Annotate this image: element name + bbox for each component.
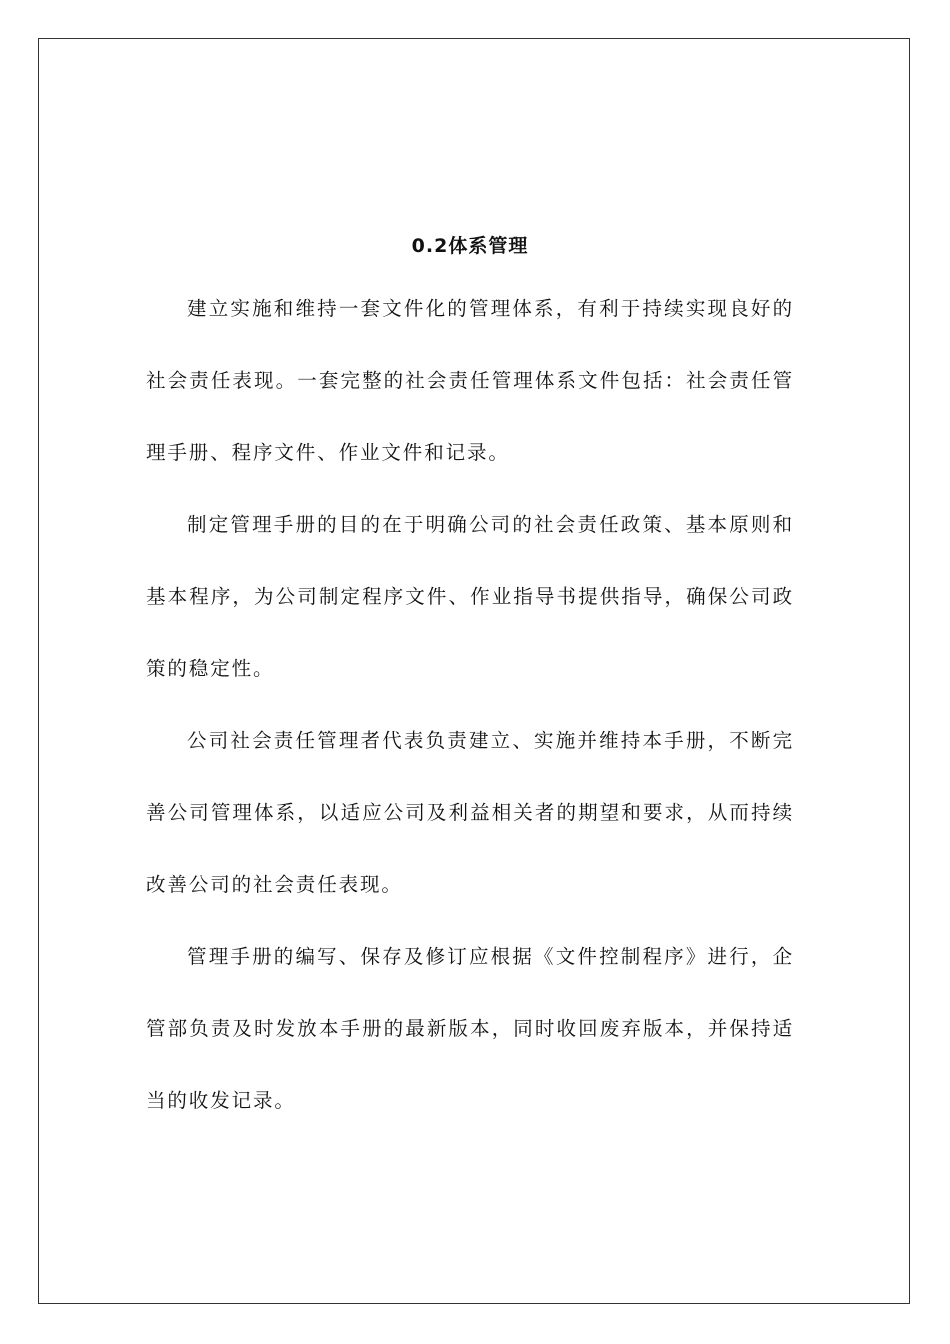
paragraph-3: 公司社会责任管理者代表负责建立、实施并维持本手册，不断完善公司管理体系，以适应公司及利益相关者的期望和要求，从而持续改善公司的社会责任表现。 [146,729,794,896]
section-heading: 0.2体系管理 [411,235,529,257]
paragraph-4: 管理手册的编写、保存及修订应根据《文件控制程序》进行，企管部负责及时发放本手册的最新版本，同时收回废弃版本，并保持适当的收发记录。 [146,945,794,1112]
paragraph-2: 制定管理手册的目的在于明确公司的社会责任政策、基本原则和基本程序，为公司制定程序文件、作业指导书提供指导，确保公司政策的稳定性。 [146,513,794,680]
paragraph-1: 建立实施和维持一套文件化的管理体系，有利于持续实现良好的社会责任表现。一套完整的社会责任管理体系文件包括：社会责任管理手册、程序文件、作业文件和记录。 [146,297,794,464]
